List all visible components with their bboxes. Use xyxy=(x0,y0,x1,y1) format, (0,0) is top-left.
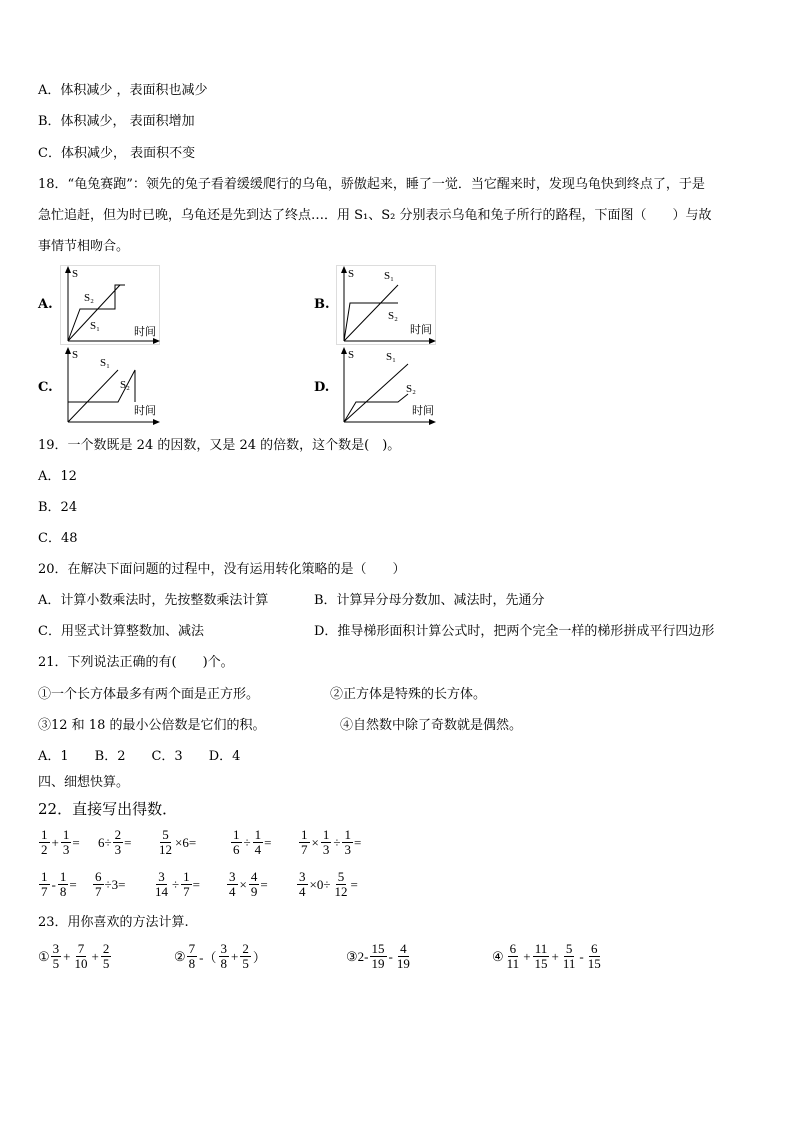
graph-b-time: 时间 xyxy=(410,323,432,336)
q20-option-b: B．计算异分母分数加、减法时，先通分 xyxy=(314,593,545,608)
q17-option-b: B．体积减少， 表面积增加 xyxy=(38,114,195,129)
q22-r1-item5: $\frac{1}{7}$ × $\frac{1}{3}$ ÷ $\frac{1}{3}$ = xyxy=(301,827,362,857)
graph-a-time: 时间 xyxy=(134,325,156,338)
q18-option-d-label: D. xyxy=(314,380,330,395)
graph-c-s2: S₂ xyxy=(120,379,130,391)
q18-stem-line2: 急忙追赶，但为时已晚，乌龟还是先到达了终点…．用 S₁、S₂ 分别表示乌龟和兔子所行的路程，下面图（ ）与故 xyxy=(38,208,712,223)
q22-r1-item4: $\frac{1}{6}$ ÷ $\frac{1}{4}$ = xyxy=(233,827,272,857)
q19-stem: 19．一个数既是 24 的因数，又是 24 的倍数，这个数是( )。 xyxy=(38,438,401,453)
q23-stem: 23．用你喜欢的方法计算. xyxy=(38,915,189,930)
q17-option-a: A．体积减少 ，表面积也减少 xyxy=(38,83,208,98)
q21-statement-1: ①一个长方体最多有两个面是正方形。 xyxy=(38,687,260,702)
graph-c-time: 时间 xyxy=(134,404,156,417)
q22-r2-item5: $\frac{3}{4}$ ×0÷ $\frac{5}{12}$ = xyxy=(299,869,358,899)
q22-r1-item2: 6÷ $\frac{2}{3}$ = xyxy=(98,827,132,857)
graph-d-s2: S₂ xyxy=(406,383,416,395)
q19-option-c: C．48 xyxy=(38,531,78,546)
circled-2-mark: ② xyxy=(174,948,186,964)
graph-d-s1: S₁ xyxy=(386,351,396,363)
q22-r2-item3: $\frac{3}{14}$ ÷ $\frac{1}{7}$ = xyxy=(155,869,200,899)
q22-r1-item3: $\frac{5}{12}$ ×6= xyxy=(159,827,197,857)
graph-a-s1: S₁ xyxy=(90,320,100,332)
q20-option-c: C．用竖式计算整数加、减法 xyxy=(38,624,204,639)
graph-d-s: S xyxy=(348,349,355,361)
q17-option-c: C．体积减少， 表面积不变 xyxy=(38,146,196,161)
q21-options: A．1 B．2 C．3 D．4 xyxy=(38,749,241,764)
q18-option-b-label: B. xyxy=(314,297,330,312)
q18-stem-line1: 18．“龟兔赛跑”：领先的兔子看着缓缓爬行的乌龟，骄傲起来，睡了一觉．当它醒来时，发现乌龟快到终点了，于是 xyxy=(38,177,705,192)
q18-graph-a xyxy=(60,265,160,345)
q20-option-d: D．推导梯形面积计算公式时，把两个完全一样的梯形拼成平行四边形 xyxy=(314,624,715,639)
q22-r2-item4: $\frac{3}{4}$ × $\frac{4}{9}$ = xyxy=(229,869,268,899)
q21-statement-2: ②正方体是特殊的长方体。 xyxy=(330,687,487,702)
graph-b-s: S xyxy=(348,268,355,280)
q23-item2: ② $\frac{7}{8}$ -（ $\frac{3}{8}$ + $\frac{2}{5}$ ） xyxy=(174,941,266,971)
graph-a-s: S xyxy=(72,268,79,280)
q18-option-c-label: C. xyxy=(38,380,53,395)
q22-r2-item1: $\frac{1}{7}$ - $\frac{1}{8}$ = xyxy=(41,869,77,899)
graph-c-s: S xyxy=(72,349,79,361)
circled-3-mark: ③ xyxy=(346,948,358,964)
circled-1-mark: ① xyxy=(38,948,50,964)
q21-stem: 21．下列说法正确的有( )个。 xyxy=(38,655,234,670)
q19-option-a: A．12 xyxy=(38,469,77,484)
section-four-heading: 四、细想快算。 xyxy=(38,775,130,790)
q19-option-b: B．24 xyxy=(38,500,78,515)
q18-graph-b xyxy=(336,265,436,345)
graph-d-time: 时间 xyxy=(412,404,434,417)
q21-statement-4: ④自然数中除了奇数就是偶然。 xyxy=(340,718,523,733)
q18-graph-d xyxy=(336,346,436,426)
graph-a-s2: S₂ xyxy=(84,292,94,304)
q22-r1-item1: $\frac{1}{2}$ + $\frac{1}{3}$ = xyxy=(41,827,80,857)
graph-b-s2: S₂ xyxy=(388,310,398,322)
graph-c-s1: S₁ xyxy=(100,357,110,369)
q18-option-a-label: A. xyxy=(38,297,53,312)
q22-stem: 22．直接写出得数． xyxy=(38,800,178,818)
q20-option-a: A．计算小数乘法时，先按整数乘法计算 xyxy=(38,593,269,608)
q18-graph-c xyxy=(60,346,160,426)
q18-stem-line3: 事情节相吻合。 xyxy=(38,239,130,254)
graph-b-s1: S₁ xyxy=(384,270,394,282)
q23-item3: ③ 2- $\frac{15}{19}$ - $\frac{4}{19}$ xyxy=(346,941,410,971)
q20-stem: 20．在解决下面问题的过程中，没有运用转化策略的是（ ） xyxy=(38,562,406,577)
circled-4-mark: ④ xyxy=(492,948,504,964)
q22-r2-item2: $\frac{6}{7}$ ÷3= xyxy=(95,869,126,899)
q23-item4: ④ $\frac{6}{11}$ + $\frac{11}{15}$ + $\frac{5}{11}$ - $\frac{6}{15}$ xyxy=(492,941,601,971)
q23-item1: ① $\frac{3}{5}$ + $\frac{7}{10}$ + $\frac{2}{5}$ xyxy=(38,941,110,971)
q21-statement-3: ③12 和 18 的最小公倍数是它们的积。 xyxy=(38,718,266,733)
